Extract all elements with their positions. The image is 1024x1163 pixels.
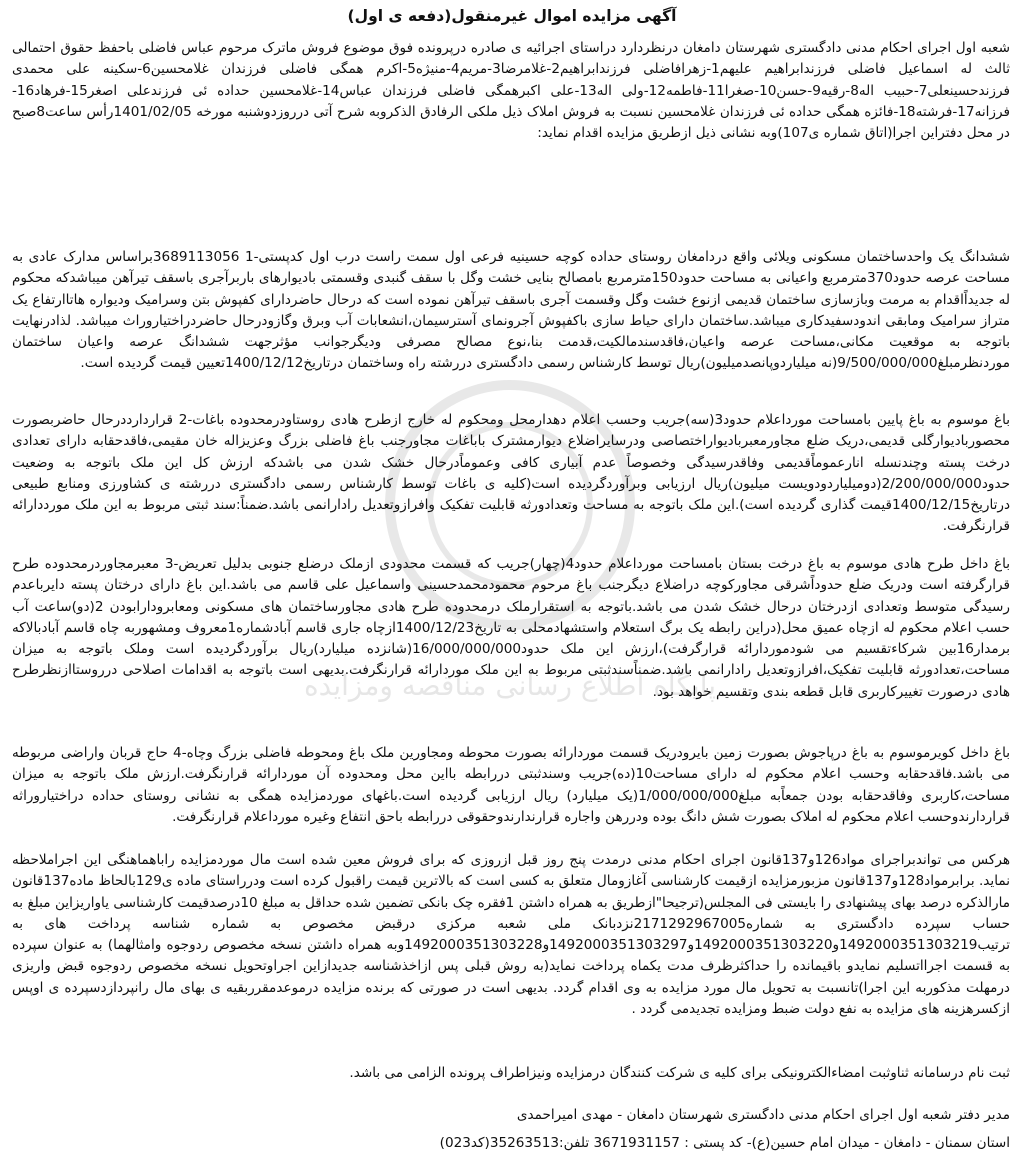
property-3-paragraph: باغ داخل طرح هادی موسوم به باغ درخت بستان بامساحت مورداعلام حدود4(چهار)جریب که قسمت محدودی ازملک درضلع جنوبی بدلیل تعریض-3 معبرمجاوردرمحدوده طرح قرارگرفته است ودریک ضلع حدوداًشرقی مجاورکوچه دراضلاع دیگرجنب باغ مرحوم محمودمحمدحسینی واسماعیل علی قاسم می باشد.این باغ دارای درختان پسته دایرباعدم رسیدگی متوسط وتعدادی ازدرختان درحال خشک شدن می باشد.باتوجه به استقرارملک درمحدوده طرح هادی مجاورساختمان های مسکونی ومعابرودارابودن 2(دو)ساعت آب حسب اعلام محکوم له ازچاه عمیق محل(دراین رابطه یک برگ استعلام واستشهادمحلی به تاریخ1400/12/23ازچاه جاری قاسم آبادشماره1معروف ومشهوربه چاه قاسم آبادبالاکه برمدار16بین شرکاءتقسیم می شودموردارائه قرارگرفت)،ارزش این ملک حدود16/000/000/000(شانزده میلیارد)ریال برآوردگردیده است وملک باتوجه به میزان مساحت،تعدادورثه قابلیت تفکیک،افرازوتعدیل رادارانمی باشد.ضمناًسندثبتی مربوط به این ملک موردارائه قرارنگرفت.بدیهی است باتوجه به اقدامات اصلاحی درروستاازنظرطرح هادی درصورت تغییرکاربری قابل قطعه بندی وتقسیم خواهد بود. xyxy=(12,556,1010,700)
property-1-paragraph: ششدانگ یک واحدساختمان مسکونی ویلائی واقع دردامغان روستای حداده کوچه حسینیه فرعی اول سمت راست درب اول کدپستی-1 3689113056براساس مدارک عادی به مساحت عرصه حدود370مترمربع واعیانی به مساحت حدود150مترمربع بامصالح بنایی خشت وگل با سقف گنبدی وقسمتی بادیوارهای باربرآجری باسقف تیرآهن میباشدکه محکوم له جدیداًاقدام به مرمت وبازسازی ساختمان قدیمی ازنوع خشت وگل وقسمت آجری باسقف تیرآهن نموده است که درحال حاضردارای کفپوش بتن وسرامیک ودیواره هاتاارتفاع یک متراز سرامیک ومابقی اندودسفیدکاری میباشد.ساختمان دارای حیاط سازی باکفپوش آجرونمای آسترسیمان،انشعابات آب وبرق وگازودرحال حاضردراختیاروراث میباشد. لذادرنهایت باتوجه به موقعیت مکانی،مساحت عرصه واعیان،فاقدسندمالکیت،قدمت بنا،نوع مصالح مصرفی ودیگرجوانب مؤثرجهت ششدانگ عرصه واعیان ساختمان موردنظرمبلغ9/500/000/000(نه میلیاردوپانصدمیلیون)ریال توسط کارشناس رسمی دادگستری دررشته راه وساختمان درتاریخ1400/12/12تعیین قیمت گردیده است. xyxy=(12,249,1011,372)
notice-title: آگهی مزایده اموال غیرمنقول(دفعه ی اول) xyxy=(347,7,677,25)
watermark-text: پایگاه اطلاع رسانی مناقصه ومزایده xyxy=(303,669,717,702)
signer-line: مدیر دفتر شعبه اول اجرای احکام مدنی دادگستری شهرستان دامغان - مهدی امیراحمدی xyxy=(516,1107,1010,1123)
terms-paragraph: هرکس می تواندبراجرای مواد126و137قانون اجرای احکام مدنی درمدت پنج روز قبل ازروزی که برای فروش معین شده است مال موردمزایده راباهماهنگی این اجراملاحظه نماید. برابرمواد128و137قانون مزبورمزایده ازقیمت کارشناسی آغازومال متعلق به کسی است که بالاترین قیمت راقبول کرده است ودرراستای ماده ی129بالحاظ ماده137قانون مارالذکره درصد بهای پیشنهادی را بایستی فی المجلس(ترجیحا"ازطریق به همراه داشتن 1فقره چک بانکی تضمین شده حداقل به مبلغ 10درصدقیمت کارشناسی یاواریزاین مبلغ به حساب سپرده دادگستری به شماره2171292967005نزدبانک ملی شعبه مرکزی درقبض مخصوص به شماره شناسه پرداخت های به ترتیب1492000351303219و1492000351303220و1492000351303297و1492000351303228وبه همراه داشتن نسخه مخصوص ردوجوه وامثالهما) به عنوان سپرده به قسمت اجرااتسلیم نمایدو باقیمانده را حداکثرظرف مدت یکماه پرداخت نماید(به روش قبلی پس ازاخذشناسه جدیدازاین اجراوتحویل نسخه مخصوص ردوجوه قبض واریزی درمهلت مذکوربه این اجرا)تانسبت به تحویل مال مورد مزایده به وی اقدام گردد. بدیهی است در صورتی که برنده مزایده درموعدمقرربقیه ی بهای مال رانپردازدسپرده ی اوپس ازکسرهزینه های مزایده به نفع دولت ضبط ومزایده تجدیدمی گردد . xyxy=(12,852,1011,1018)
property-4-paragraph: باغ داخل کویرموسوم به باغ درپاجوش بصورت زمین بایرودریک قسمت موردارائه بصورت محوطه ومجاورین ملک باغ ومحوطه فاضلی بزرگ وچاه-4 حاج قربان واراضی مربوطه می باشد.فاقدحقابه وحسب اعلام محکوم له دارای مساحت10(ده)جریب وسندثبتی دررابطه بااین محل ومحدوده آن موردارائه قرارنگرفت.ارزش ملک باتوجه به میزان مساحت،کاربری وفاقدحقابه بودن جمعاًبه مبلغ1/000/000/000(یک میلیارد) ریال ارزیابی گردیده است.باغهای موردمزایده همگی به نشانی روستای حداده دراختیاروراثه قراردارندوحسب اعلام محکوم له املاک بصورت شش دانگ بوده ودررهن واجاره قرارندارندوحقوقی دررابطه باحق انتفاع وغیره مورداعلام قرارنگرفت. xyxy=(12,745,1011,825)
property-2-paragraph: باغ موسوم به باغ پایین بامساحت مورداعلام حدود3(سه)جریب وحسب اعلام دهدارمحل ومحکوم له خارج ازطرح هادی روستاودرمحدوده باغات-2 قراردارددرحال حاضربصورت محصوربادیوارگلی قدیمی،دریک ضلع مجاورمعبربادیواراختصاصی ودرسایراضلاع دیوارمشترک باباغات مجاورجنب باغ فاضلی بزرگ وعزیزاله خان مقیمی،فاقدحقابه دارای تعدادی درخت پسته وچندنسله انارعموماًقدیمی وفاقدرسیدگی وخصوصاً عدم آبیاری کافی وعموماًدرحال خشک شدن می باشدکه ارزش کل این ملک باتوجه به وضعیت حدود2/200/000/000(دومیلیاردودویست میلیون)ریال ارزیابی وبرآوردگردیده است(کلیه ی باغات توسط کارشناس رسمی دادگستری دررشته ی کشاورزی ومنابع طبیعی درتاریخ1400/12/15قیمت گذاری گردیده است).این ملک باتوجه به مساحت وتعدادورثه قابلیت تفکیک وافرازوتعدیل رادارانمی باشد.ضمناً:سند ثبتی مربوط به این ملک مورددارائه قرارنگرفت. xyxy=(12,412,1010,535)
intro-paragraph: شعبه اول اجرای احکام مدنی دادگستری شهرستان دامغان درنظردارد دراستای اجرائیه ی صادره درپرونده فوق موضوع فروش ماترک مرحوم عباس فاضلی باحفظ حقوق احتمالی ثالث له اسماعیل فاضلی فرزندابراهیم علیهم1-زهرافاضلی فرزندابراهیم2-غلامرضا3-مریم4-منیژه5-اکرم همگی فاضلی فرزندان غلامحسین6-سکینه علی محمدی فرزندحسینعلی7-حبیب اله8-رقیه9-حسن10-صغرا11-فاطمه12-ولی اله13-علی اکبرهمگی فاضلی فرزندان عباس14-غلامحسین حداده ئی فرزندعلی اصغر15-فرهاد16-فرزانه17-فرشته18-فائزه همگی حداده ئی فرزندان غلامحسین نسبت به فروش املاک ذیل ملکی الرفادق الذکروبه شرح آتی درروزدوشنبه مورخه 1401/02/05رأس ساعت8صبح در محل دفتراین اجرا(اتاق شماره ی107)وبه نشانی ذیل ازطریق مزایده اقدام نماید: xyxy=(12,40,1010,142)
address-line: استان سمنان - دامغان - میدان امام حسین(ع)- کد پستی : 3671931157 تلفن:35263513(کد023) xyxy=(439,1135,1010,1151)
registration-paragraph: ثبت نام درسامانه ثناوثبت امضاءالکترونیکی برای کلیه ی شرکت کنندگان درمزایده ونیزاطراف پرونده الزامی می باشد. xyxy=(349,1065,1010,1081)
